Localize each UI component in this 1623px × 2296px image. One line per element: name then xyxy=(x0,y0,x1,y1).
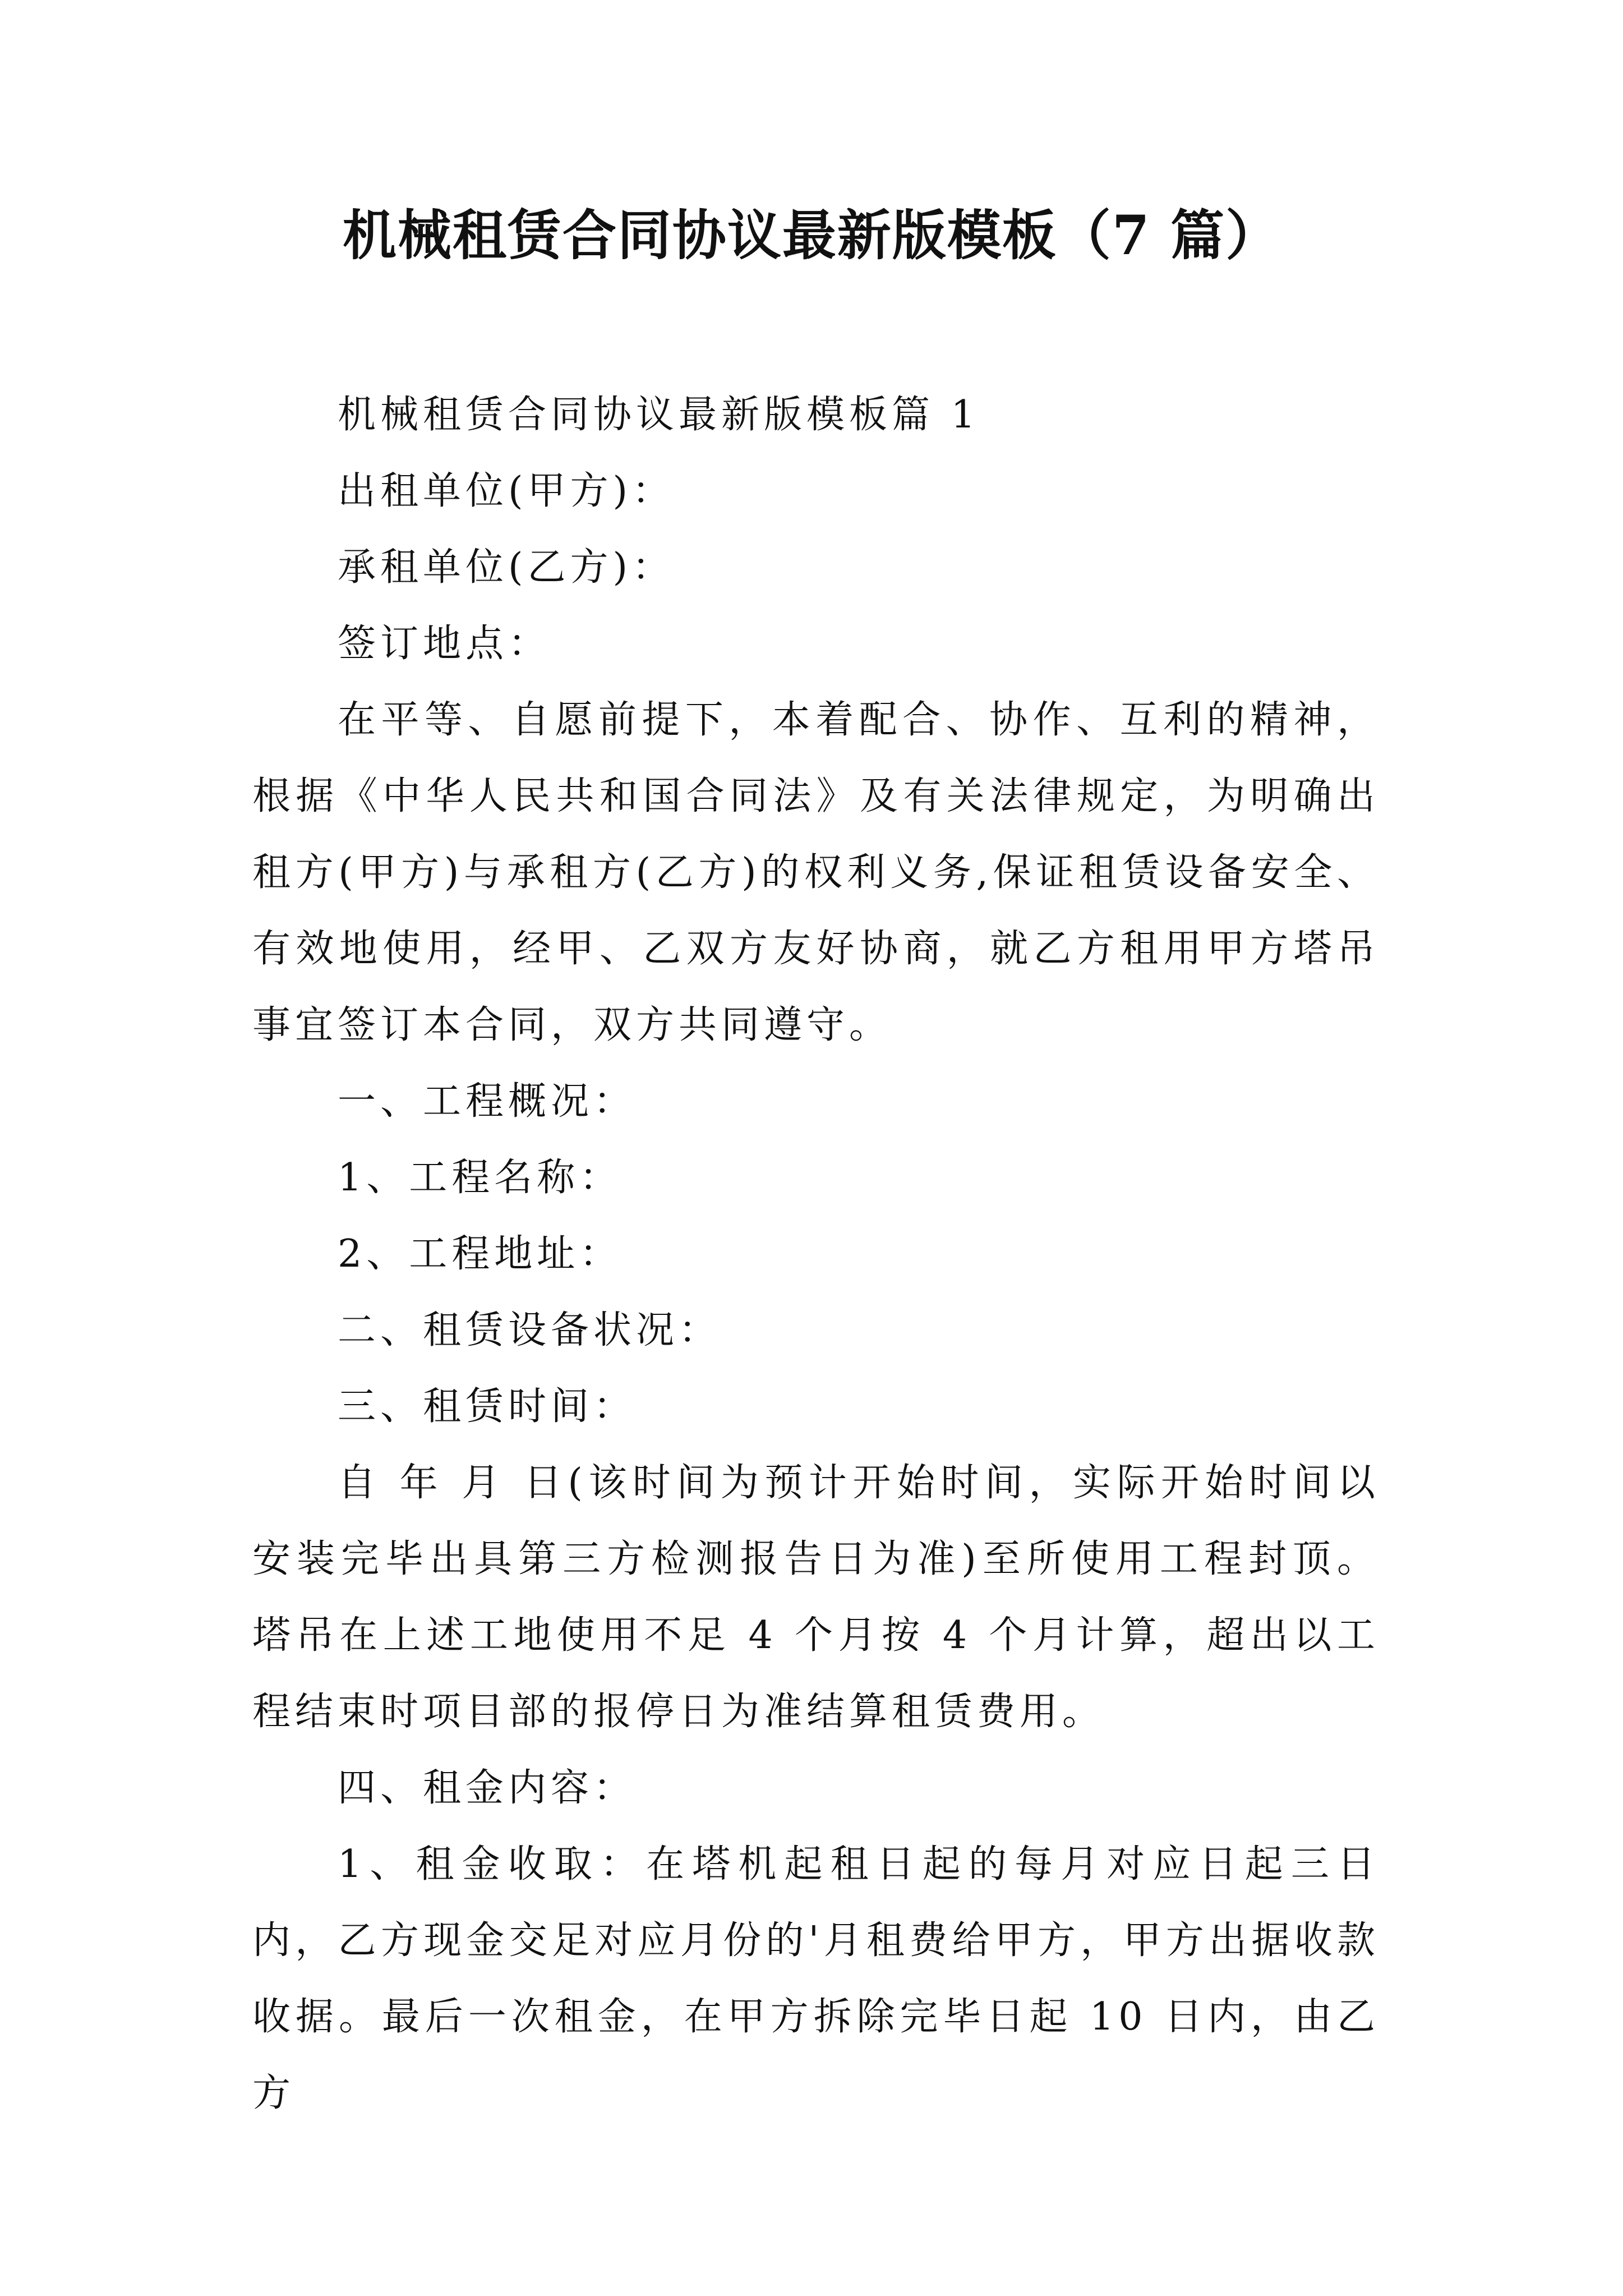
lessor-line: 出租单位(甲方)： xyxy=(338,469,675,513)
section-lease-period: 三、租赁时间： xyxy=(338,1384,637,1429)
section-equipment-status: 二、租赁设备状况： xyxy=(338,1308,722,1352)
signing-place-line: 签订地点： xyxy=(338,622,551,666)
document-body xyxy=(252,377,1380,2132)
rent-collection-paragraph: 1、租金收取：在塔机起租日起的每月对应日起三日内，乙方现金交足对应月份的'月租费给甲方，甲方出据收款收据。最后一次租金，在甲方拆除完毕日起 10 日内，由乙方 xyxy=(252,1842,1380,2115)
lessee-line: 承租单位(乙方)： xyxy=(338,545,675,590)
section-rent-content: 四、租金内容： xyxy=(338,1766,637,1810)
document-title: 机械租赁合同协议最新版模板（7 篇） xyxy=(342,204,1281,267)
section-heading: 机械租赁合同协议最新版模板篇 1 xyxy=(338,393,980,437)
project-name-line: 1、工程名称： xyxy=(338,1156,623,1200)
project-address-line: 2、工程地址： xyxy=(338,1232,623,1276)
section-project-overview: 一、工程概况： xyxy=(338,1079,637,1124)
preamble-paragraph: 在平等、自愿前提下，本着配合、协作、互利的精神，根据《中华人民共和国合同法》及有关法律规定，为明确出租方(甲方)与承租方(乙方)的权利义务,保证租赁设备安全、有效地使用，经甲、乙双方友好协商，就乙方租用甲方塔吊事宜签订本合同，双方共同遵守。 xyxy=(252,698,1380,1047)
lease-period-paragraph: 自 年 月 日(该时间为预计开始时间，实际开始时间以安装完毕出具第三方检测报告日为准)至所使用工程封顶。塔吊在上述工地使用不足 4 个月按 4 个月计算，超出以工程结束时项目部的报停日为准结算租赁费用。 xyxy=(252,1461,1380,1734)
